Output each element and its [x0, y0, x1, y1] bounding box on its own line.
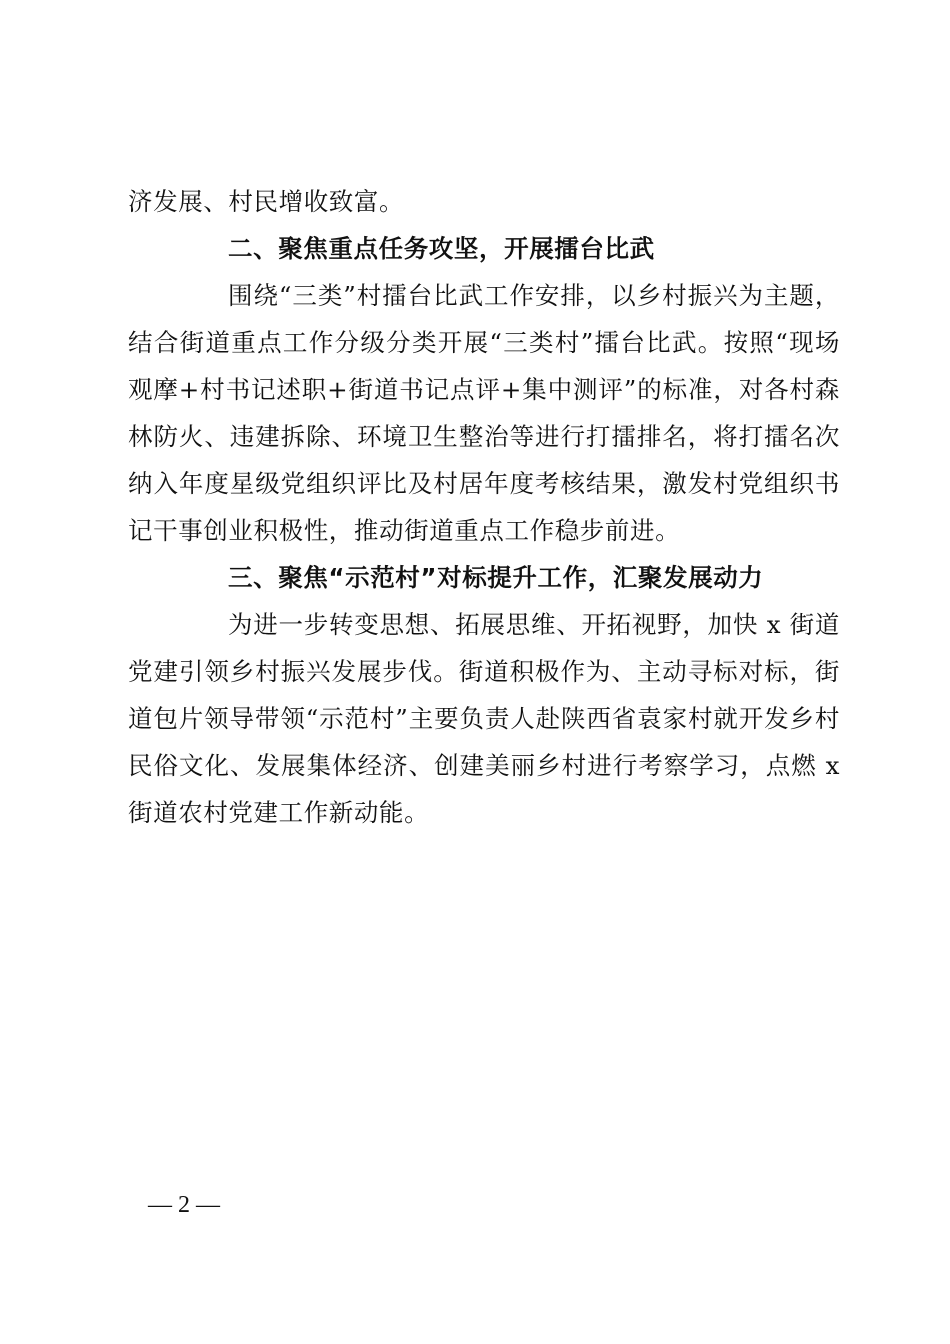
- document-body: [128, 178, 840, 836]
- section-heading-2: 二、聚焦重点任务攻坚，开展擂台比武: [228, 234, 655, 263]
- lead-in-paragraph: 济发展、村民增收致富。: [128, 187, 405, 216]
- section-paragraph-3: 为进一步转变思想、拓展思维、开拓视野，加快 x 街道党建引领乡村振兴发展步伐。街道积极作为、主动寻标对标，街道包片领导带领“示范村”主要负责人赴陕西省袁家村就开发乡村民俗文化、发展集体经济、创建美丽乡村进行考察学习，点燃 x 街道农村党建工作新动能。: [128, 610, 840, 827]
- section-heading-3: 三、聚焦“示范村”对标提升工作，汇聚发展动力: [228, 563, 764, 592]
- section-paragraph-2: 围绕“三类”村擂台比武工作安排，以乡村振兴为主题，结合街道重点工作分级分类开展“三类村”擂台比武。按照“现场观摩+村书记述职+街道书记点评+集中测评”的标准，对各村森林防火、违建拆除、环境卫生整治等进行打擂排名，将打擂名次纳入年度星级党组织评比及村居年度考核结果，激发村党组织书记干事创业积极性，推动街道重点工作稳步前进。: [128, 281, 840, 545]
- page-number: — 2 —: [148, 1192, 220, 1218]
